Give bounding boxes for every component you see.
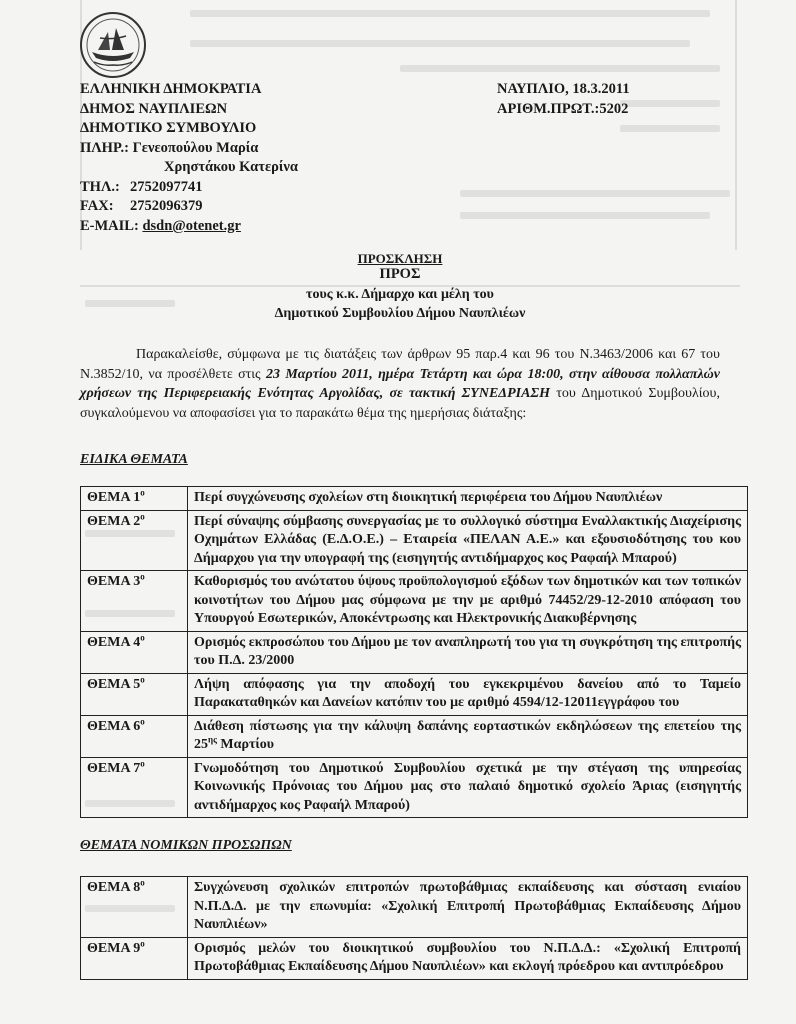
table-row (81, 631, 748, 673)
topic-number: ΘΕΜΑ $5^o$ (81, 673, 188, 715)
topic-text: Διάθεση πίστωσης για την κάλυψη δαπάνης εορταστικών εκδηλώσεων της επετείου της $25^{\eta\varsigma}$ Μαρτίου (188, 715, 748, 757)
topic-number: ΘΕΜΑ $7^o$ (81, 757, 188, 818)
issuer-line: ΔΗΜΟΣ ΝΑΥΠΛΙΕΩΝ (80, 100, 228, 117)
recipients-line: Δημοτικού Συμβουλίου Δήμου Ναυπλιέων (274, 306, 526, 321)
topic-number: ΘΕΜΑ $3^o$ (81, 571, 188, 632)
table-row (81, 877, 748, 938)
date-protocol-block (497, 80, 630, 119)
to-label: ΠΡΟΣ (379, 266, 421, 282)
issuer-block (80, 80, 298, 236)
protocol-number: ΑΡΙΘΜ.ΠΡΩΤ.:5202 (497, 100, 629, 117)
issuer-line: ΕΛΛΗΝΙΚΗ ΔΗΜΟΚΡΑΤΙΑ (80, 81, 262, 97)
topic-text: Περί σύναψης σύμβασης συνεργασίας με το συλλογικό σύστημα Εναλλακτικής Διαχείρισης Οχημάτων Ελλάδας (Ε.Δ.Ο.Ε.) – Εταιρεία «ΠΕΛΑΝ Α.Ε.» και εξουσιοδότησης του κου Δήμαρχου για την υπογραφή της (εισηγητής αντιδήμαρχος κος Ραφαήλ Μπαρού) (188, 510, 748, 571)
table-row (81, 937, 748, 979)
phone-line: ΤΗΛ.: 2752097741 (80, 178, 203, 195)
topic-text: Συγχώνευση σχολικών επιτροπών πρωτοβάθμιας εκπαίδευσης και σύσταση ενιαίου Ν.Π.Δ.Δ. με την επωνυμία: «Σχολική Επιτροπή Πρωτοβάθμιας Εκπαίδευσης Δήμου Ναυπλιέων» (188, 877, 748, 938)
topic-text: Καθορισμός του ανώτατου ύψους προϋπολογισμού εξόδων των δημοτικών και των τοπικών κοινοτήτων του Δήμου μας σύμφωνα με την με αριθμό 74452/29-12-2010 απόφαση του Υπουργού Εσωτερικών, Αποκέντρωσης και Ηλεκτρονικής Διακυβέρνησης (188, 571, 748, 632)
contact-person-line: Χρηστάκου Κατερίνα (164, 159, 298, 175)
topic-text: Ορισμός μελών του διοικητικού συμβουλίου του Ν.Π.Δ.Δ.: «Σχολική Επιτροπή Πρωτοβάθμιας Εκπαίδευσης Δήμου Ναυπλιέων» και εκλογή πρόεδρου και αντιπρόεδρου (188, 937, 748, 979)
table-row (81, 757, 748, 818)
topic-number: ΘΕΜΑ $4^o$ (81, 631, 188, 673)
email-link[interactable]: dsdn@otenet.gr (142, 217, 241, 234)
table-row (81, 510, 748, 571)
section-heading: ΕΙΔΙΚΑ ΘΕΜΑΤΑ (80, 452, 188, 467)
topic-text: Περί συγχώνευσης σχολείων στη διοικητική περιφέρεια του Δήμου Ναυπλιέων (188, 487, 748, 511)
topic-number: ΘΕΜΑ $6^o$ (81, 715, 188, 757)
topic-number: ΘΕΜΑ $8^o$ (81, 877, 188, 938)
place-date: ΝΑΥΠΛΙΟ, 18.3.2011 (497, 81, 630, 97)
topic-number: ΘΕΜΑ $1^o$ (81, 487, 188, 511)
meeting-details: 23 Μαρτίου 2011, ημέρα Τετάρτη και ώρα 18:00, στην αίθουσα πολλαπλών χρήσεων της Περιφερειακής Ενότητας Αργολίδας, σε τακτική ΣΥΝΕΔΡΙΑΣΗ (80, 366, 720, 401)
topic-text: Γνωμοδότηση του Δημοτικού Συμβουλίου σχετικά με την στέγαση της υπηρεσίας Κοινωνικής Πρόνοιας του Δήμου μας στο παλαιό δημοτικό σχολείο Άριας (εισηγητής αντιδήμαρχος κος Ραφαήλ Μπαρού) (188, 757, 748, 818)
table-row (81, 571, 748, 632)
topic-number: ΘΕΜΑ $9^o$ (81, 937, 188, 979)
topic-text: Λήψη απόφασης για την αποδοχή του εγκεκριμένου δανείου από το Ταμείο Παρακαταθηκών και Δανείων κατόπιν του με αριθμό 4594/12-12011εγγράφου του (188, 673, 748, 715)
invitation-title: ΠΡΟΣΚΛΗΣΗ (357, 251, 443, 266)
topics-table (80, 876, 748, 980)
table-row (81, 487, 748, 511)
table-row (81, 715, 748, 757)
intro-paragraph: Παρακαλείσθε, σύμφωνα με τις διατάξεις των άρθρων 95 παρ.4 και 96 του Ν.3463/2006 και 67 του Ν.3852/10, να προσέλθετε στις 23 Μαρτίου 2011, ημέρα Τετάρτη και ώρα 18:00, στην αίθουσα πολλαπλών χρήσεων της Περιφερειακής Ενότητας Αργολίδας, σε τακτική ΣΥΝΕΔΡΙΑΣΗ του Δημοτικού Συμβουλίου, συγκαλούμενου να αποφασίσει για το παρακάτω θέμα της ημερήσιας διάταξης: (80, 347, 720, 421)
email-line: E-MAIL: dsdn@otenet.gr (80, 217, 298, 237)
topic-number: ΘΕΜΑ $2^o$ (81, 510, 188, 571)
fax-line: FAX: 2752096379 (80, 198, 203, 214)
greek-coat-of-arms-seal-icon (78, 10, 148, 80)
recipients-line: τους κ.κ. Δήμαρχο και μέλη του (306, 287, 494, 302)
issuer-line: ΔΗΜΟΤΙΚΟ ΣΥΜΒΟΥΛΙΟ (80, 120, 257, 136)
section-heading: ΘΕΜΑΤΑ ΝΟΜΙΚΩΝ ΠΡΟΣΩΠΩΝ (80, 838, 292, 853)
topic-text: Ορισμός εκπροσώπου του Δήμου με τον αναπληρωτή του για τη συγκρότηση της επιτροπής του Π.Δ. 23/2000 (188, 631, 748, 673)
topics-table (80, 486, 748, 818)
table-row (81, 673, 748, 715)
recipients (80, 285, 720, 323)
contact-person-line: ΠΛΗΡ.: Γενεοπούλου Μαρία (80, 139, 259, 156)
